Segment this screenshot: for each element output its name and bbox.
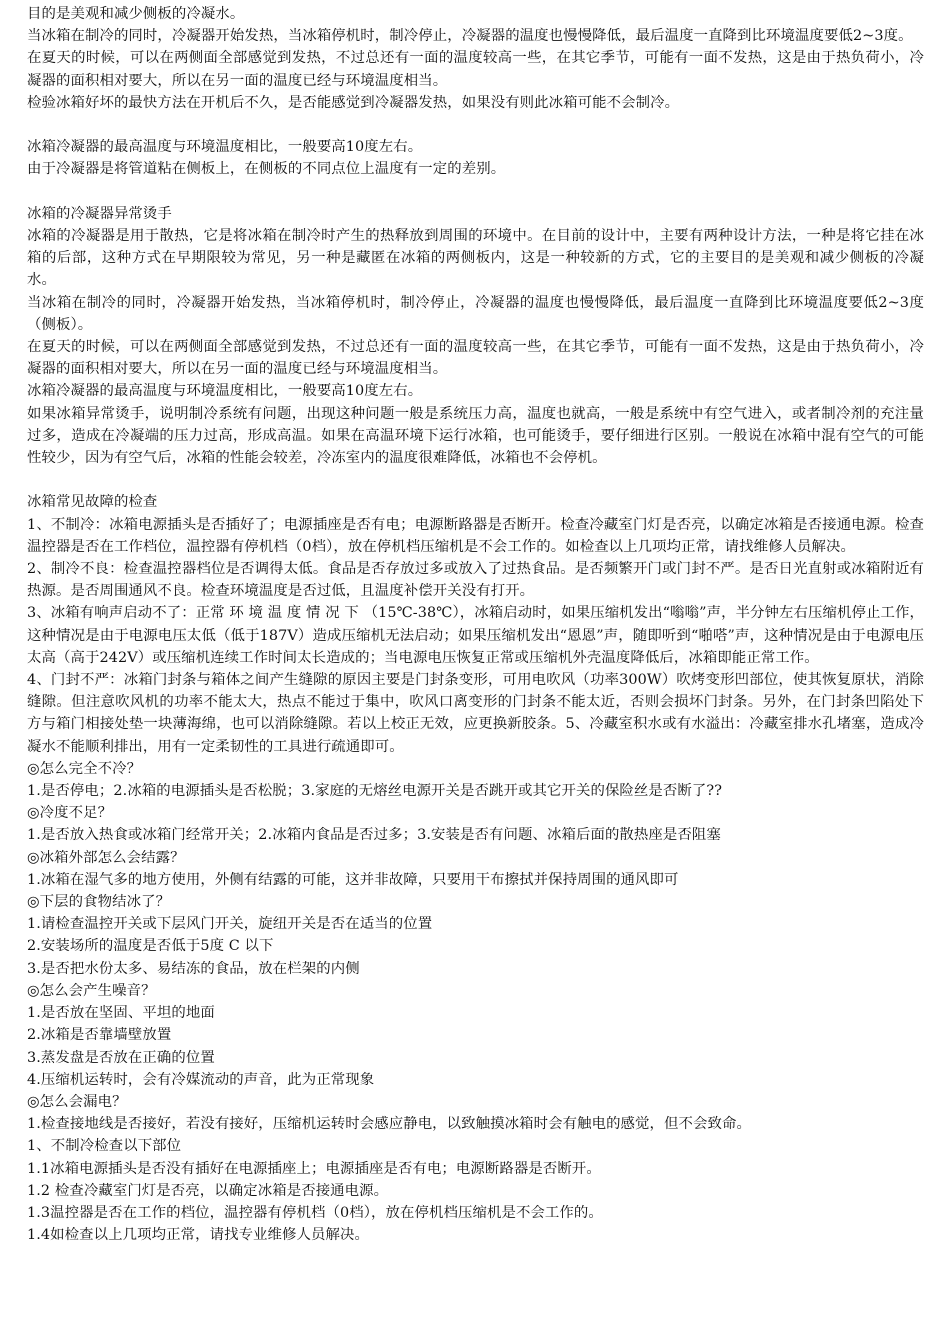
paragraph: 冰箱的冷凝器异常烫手 xyxy=(27,205,172,222)
paragraph: 冰箱冷凝器的最高温度与环境温度相比，一般要高10度左右。 xyxy=(27,383,423,400)
blank-line xyxy=(27,181,924,203)
paragraph: 由于冷凝器是将管道粘在侧板上，在侧板的不同点位上温度有一定的差别。 xyxy=(27,161,506,178)
paragraph: 1.请检查温控开关或下层风门开关，旋纽开关是否在适当的位置 xyxy=(27,916,433,933)
paragraph: 在夏天的时候，可以在两侧面全部感觉到发热，不过总还有一面的温度较高一些，在其它季节，可能有一面不发热，这是由于热负荷小，冷凝器的面积相对要大，所以在另一面的温度已经与环境温度相当。 xyxy=(27,339,924,378)
paragraph: 冰箱冷凝器的最高温度与环境温度相比，一般要高10度左右。 xyxy=(27,139,423,156)
blank-line xyxy=(27,114,924,136)
paragraph: 如果冰箱异常烫手，说明制冷系统有问题，出现这种问题一般是系统压力高，温度也就高，一般是系统中有空气进入，或者制冷剂的充注量过多，造成在冷凝端的压力过高，形成高温。如果在高温环境下运行冰箱，也可能烫手，要仔细进行区别。一般说在冰箱中混有空气的可能性较少，因为有空气后，冰箱的性能会较差，冷冻室内的温度很难降低，冰箱也不会停机。 xyxy=(27,405,924,467)
paragraph: ◎冰箱外部怎么会结露？ xyxy=(27,849,185,866)
paragraph: 1.冰箱在湿气多的地方使用，外侧有结露的可能，这并非故障，只要用干布擦拭并保持周围的通风即可 xyxy=(27,871,679,888)
paragraph: 2.冰箱是否靠墙壁放置 xyxy=(27,1027,172,1044)
paragraph: 1.4如检查以上几项均正常，请找专业维修人员解决。 xyxy=(27,1227,369,1244)
paragraph: 1.是否停电；2.冰箱的电源插头是否松脱；3.家庭的无熔丝电源开关是否跳开或其它开关的保险丝是否断了?? xyxy=(27,783,723,800)
paragraph: 1.是否放入热食或冰箱门经常开关；2.冰箱内食品是否过多；3.安装是否有问题、冰箱后面的散热座是否阻塞 xyxy=(27,827,721,844)
paragraph: ◎怎么会产生噪音？ xyxy=(27,982,156,999)
paragraph: ◎怎么完全不冷？ xyxy=(27,760,142,777)
paragraph: 1.3温控器是否在工作的档位，温控器有停机档（0档），放在停机档压缩机是不会工作的。 xyxy=(27,1204,603,1221)
paragraph: ◎冷度不足？ xyxy=(27,805,113,822)
document-page xyxy=(27,3,924,1246)
paragraph: 冰箱的冷凝器是用于散热，它是将冰箱在制冷时产生的热释放到周围的环境中。在目前的设计中，主要有两种设计方法，一种是将它挂在冰箱的后部，这种方式在早期限较为常见，另一种是藏匿在冰箱的两侧板内，这是一种较新的方式，它的主要目的是美观和减少侧板的冷凝水。 xyxy=(27,228,924,289)
paragraph: 1、不制冷检查以下部位 xyxy=(27,1138,182,1155)
paragraph: 4.压缩机运转时，会有冷媒流动的声音，此为正常现象 xyxy=(27,1071,375,1088)
paragraph: 1、不制冷：冰箱电源插头是否插好了；电源插座是否有电；电源断路器是否断开。检查冷藏室门灯是否亮，以确定冰箱是否接通电源。检查温控器是否在工作档位，温控器有停机档（0档），放在停机档压缩机是不会工作的。如检查以上几项均正常，请找维修人员解决。 xyxy=(27,516,924,555)
paragraph: 3、冰箱有响声启动不了：正常 环 境 温 度 情 况 下 （15℃-38℃），冰箱启动时，如果压缩机发出“嗡嗡”声，半分钟左右压缩机停止工作，这种情况是由于电源电压太低（低于187V）造成压缩机无法启动；如果压缩机发出“恩恩”声，随即听到“啪嗒”声，这种情况是由于电源电压太高（高于242V）或压缩机连续工作时间太长造成的；当电源电压恢复正常或压缩机外壳温度降低后，冰箱即能正常工作。 xyxy=(27,605,924,666)
paragraph: 3.是否把水份太多、易结冻的食品，放在栏架的内侧 xyxy=(27,960,360,977)
paragraph: 当冰箱在制冷的同时，冷凝器开始发热，当冰箱停机时，制冷停止，冷凝器的温度也慢慢降低，最后温度一直降到比环境温度要低2~3度。 xyxy=(27,28,913,45)
paragraph: 冰箱常见故障的检查 xyxy=(27,494,158,511)
paragraph: 2.安装场所的温度是否低于5度 C 以下 xyxy=(27,938,274,955)
paragraph: ◎怎么会漏电？ xyxy=(27,1093,127,1110)
paragraph: 2、制冷不良：检查温控器档位是否调得太低。食品是否存放过多或放入了过热食品。是否频繁开门或门封不严。是否日光直射或冰箱附近有热源。是否周围通风不良。检查环境温度是否过低，且温度补偿开关没有打开。 xyxy=(27,561,924,600)
paragraph: 当冰箱在制冷的同时，冷凝器开始发热，当冰箱停机时，制冷停止，冷凝器的温度也慢慢降低，最后温度一直降到比环境温度要低2~3度（侧板）。 xyxy=(27,294,924,333)
blank-line xyxy=(27,469,924,491)
paragraph: 目的是美观和减少侧板的冷凝水。 xyxy=(27,6,245,22)
paragraph: 1.是否放在坚固、平坦的地面 xyxy=(27,1005,215,1022)
paragraph: 1.检查接地线是否接好，若没有接好，压缩机运转时会感应静电，以致触摸冰箱时会有触电的感觉，但不会致命。 xyxy=(27,1116,751,1133)
paragraph: 4、门封不严：冰箱门封条与箱体之间产生缝隙的原因主要是门封条变形，可用电吹风（功率300W）吹烤变形凹部位，使其恢复原状，消除缝隙。但注意吹风机的功率不能太大，热点不能过于集中，吹风口离变形的门封条不能太近，否则会损坏门封条。另外，在门封条凹陷处下方与箱门相接处垫一块薄海绵，也可以消除缝隙。若以上校正无效，应更换新胶条。5、冷藏室积水或有水溢出：冷藏室排水孔堵塞，造成冷凝水不能顺利排出，用有一定柔韧性的工具进行疏通即可。 xyxy=(27,672,924,755)
paragraph: 检验冰箱好坏的最快方法在开机后不久，是否能感觉到冷凝器发热，如果没有则此冰箱可能不会制冷。 xyxy=(27,94,680,111)
paragraph: 1.2 检查冷藏室门灯是否亮，以确定冰箱是否接通电源。 xyxy=(27,1182,389,1199)
paragraph: 1.1冰箱电源插头是否没有插好在电源插座上；电源插座是否有电；电源断路器是否断开。 xyxy=(27,1160,601,1177)
paragraph: 在夏天的时候，可以在两侧面全部感觉到发热，不过总还有一面的温度较高一些，在其它季节，可能有一面不发热，这是由于热负荷小，冷凝器的面积相对要大，所以在另一面的温度已经与环境温度相当。 xyxy=(27,50,924,89)
paragraph: 3.蒸发盘是否放在正确的位置 xyxy=(27,1049,215,1066)
paragraph: ◎下层的食物结冰了？ xyxy=(27,894,171,911)
